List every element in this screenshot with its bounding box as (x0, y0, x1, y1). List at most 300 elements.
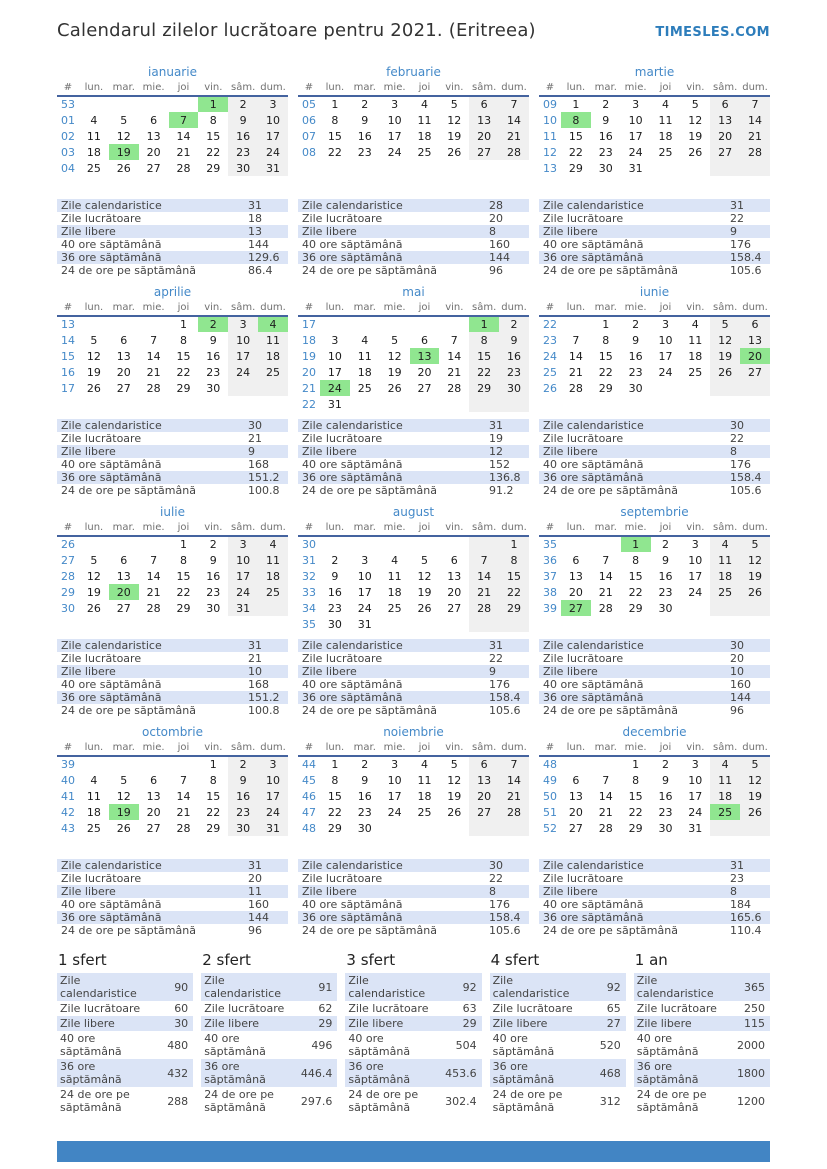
day-cell: 16 (206, 349, 221, 363)
week-row (539, 348, 770, 364)
day-cell: 24 (258, 144, 288, 160)
day-cell: 12 (740, 552, 770, 568)
day-cell: 22 (327, 805, 342, 819)
stat-value: 8 (489, 225, 496, 238)
stat-value: 96 (489, 264, 503, 277)
day-cell (380, 396, 410, 412)
day-header: lun. (79, 301, 109, 316)
week-row (298, 380, 529, 396)
day-cell: 17 (228, 348, 258, 364)
stat-row (539, 484, 770, 497)
stat-row (539, 704, 770, 717)
day-cell: 1 (179, 538, 187, 551)
day-header: sâm. (710, 81, 740, 96)
stat-value: 60 (174, 1002, 189, 1015)
stat-value: 96 (248, 924, 262, 937)
day-cell: 4 (90, 113, 98, 127)
stat-label: Zile calendaristice (543, 419, 644, 432)
day-header: vin. (680, 741, 710, 756)
week-row (539, 584, 770, 600)
day-cell: 28 (598, 821, 613, 835)
month-stats-table (57, 419, 288, 497)
day-header: joi (169, 81, 199, 96)
day-cell: 24 (688, 585, 703, 599)
stat-label: 36 ore săptămână (61, 251, 162, 264)
stat-value: 30 (730, 639, 744, 652)
day-cell: 6 (469, 96, 499, 112)
stat-label: Zile libere (302, 445, 357, 458)
stat-label: Zile calendaristice (543, 859, 644, 872)
month-title: martie (634, 65, 675, 79)
stat-row (345, 973, 481, 1001)
day-cell: 15 (568, 129, 583, 143)
day-cell: 25 (387, 601, 402, 615)
day-header: mie. (380, 741, 410, 756)
day-cell (380, 316, 410, 332)
day-cell: 29 (176, 381, 191, 395)
stat-value: 30 (489, 859, 503, 872)
stat-row (57, 471, 288, 484)
day-header: sâm. (469, 521, 499, 536)
site-logo-link[interactable]: TIMESLES.COM (655, 25, 770, 40)
stat-row (57, 1016, 193, 1031)
day-cell: 10 (387, 773, 402, 787)
stat-row (57, 264, 288, 277)
day-cell: 6 (120, 553, 128, 567)
week-number: 35 (302, 617, 316, 631)
day-cell: 26 (116, 161, 131, 175)
day-cell: 9 (661, 553, 669, 567)
month-stats-table (298, 199, 529, 277)
week-row (57, 160, 288, 176)
stat-row (539, 225, 770, 238)
day-cell: 17 (688, 789, 703, 803)
stat-label: Zile lucrătoare (543, 872, 624, 885)
day-cell: 9 (228, 112, 258, 128)
day-cell: 25 (417, 805, 432, 819)
day-header: dum. (258, 301, 288, 316)
day-cell: 21 (176, 145, 191, 159)
day-header: sâm. (228, 741, 258, 756)
stat-label: Zile libere (61, 885, 116, 898)
stat-value: 9 (489, 665, 496, 678)
month-calendar-table (57, 81, 288, 176)
day-cell (350, 396, 380, 412)
day-cell: 16 (228, 788, 258, 804)
stat-value: 12 (489, 445, 503, 458)
stat-label: 40 ore săptămână (61, 898, 162, 911)
week-row (539, 820, 770, 836)
month-stats-table (57, 639, 288, 717)
stat-value: 144 (730, 691, 751, 704)
day-cell (561, 536, 591, 552)
day-cell: 31 (327, 397, 342, 411)
day-cell: 15 (327, 789, 342, 803)
week-number: 39 (543, 601, 557, 615)
day-cell: 15 (176, 569, 191, 583)
day-header: vin. (198, 301, 228, 316)
stat-row (57, 639, 288, 652)
stat-row (57, 885, 288, 898)
quarter-2-sfert (201, 951, 337, 1115)
day-cell: 3 (228, 316, 258, 332)
month-ianuarie (57, 57, 288, 277)
day-cell (710, 380, 740, 396)
day-cell: 19 (447, 129, 462, 143)
day-cell: 11 (258, 332, 288, 348)
day-cell: 30 (499, 380, 529, 396)
day-cell: 14 (146, 569, 161, 583)
week-row (539, 788, 770, 804)
week-number: 42 (61, 805, 75, 819)
week-number: 36 (543, 553, 557, 567)
stat-row (490, 973, 626, 1001)
day-cell: 29 (206, 821, 221, 835)
month-title: octombrie (142, 725, 203, 739)
stat-value: 28 (489, 199, 503, 212)
stat-label: Zile lucrătoare (348, 1002, 429, 1015)
day-header: mar. (350, 81, 380, 96)
day-header: joi (651, 741, 681, 756)
day-cell: 28 (447, 381, 462, 395)
day-cell: 26 (86, 381, 101, 395)
day-header: lun. (561, 521, 591, 536)
stat-value: 90 (174, 980, 189, 994)
day-cell: 25 (258, 584, 288, 600)
stat-label: 40 ore săptămână (492, 1032, 555, 1058)
day-cell: 13 (568, 789, 583, 803)
day-cell: 21 (598, 805, 613, 819)
day-cell: 24 (387, 805, 402, 819)
day-cell (680, 160, 710, 176)
day-header: mie. (621, 741, 651, 756)
day-cell: 5 (120, 113, 128, 127)
day-header: mie. (139, 301, 169, 316)
week-row (57, 756, 288, 772)
day-cell: 12 (116, 789, 131, 803)
stat-value: 105.6 (489, 924, 521, 937)
quarter-4-sfert (490, 951, 626, 1115)
week-number: 26 (543, 381, 557, 395)
day-cell: 6 (469, 756, 499, 772)
day-header: joi (410, 521, 440, 536)
week-number: 33 (302, 585, 316, 599)
stat-value: 432 (167, 1066, 189, 1080)
week-row (298, 348, 529, 364)
stat-row (298, 251, 529, 264)
stat-row (539, 238, 770, 251)
stat-label: 24 de ore pe săptămână (61, 704, 196, 717)
day-cell: 19 (387, 365, 402, 379)
day-cell: 14 (176, 129, 191, 143)
stat-value: 1800 (736, 1066, 765, 1080)
week-number: 02 (61, 129, 75, 143)
day-cell: 9 (602, 113, 610, 127)
stat-row (57, 484, 288, 497)
day-cell: 11 (710, 772, 740, 788)
day-cell: 18 (86, 805, 101, 819)
day-cell: 7 (602, 773, 610, 787)
day-cell: 27 (469, 804, 499, 820)
week-number: 17 (302, 318, 316, 331)
day-cell: 19 (688, 129, 703, 143)
stat-label: 24 de ore pe săptămână (492, 1088, 563, 1114)
stat-value: 176 (489, 678, 510, 691)
day-cell: 24 (258, 804, 288, 820)
stat-value: 86.4 (248, 264, 273, 277)
day-cell: 27 (417, 381, 432, 395)
holiday-day-cell: 1 (198, 96, 228, 112)
day-cell: 8 (331, 773, 339, 787)
day-cell: 23 (206, 365, 221, 379)
day-header: mar. (350, 741, 380, 756)
day-cell: 3 (632, 98, 640, 111)
stat-row (539, 639, 770, 652)
day-cell: 28 (499, 804, 529, 820)
day-cell: 6 (420, 333, 428, 347)
stat-value: 468 (599, 1066, 621, 1080)
day-cell: 14 (598, 569, 613, 583)
quarter-title: 1 an (634, 951, 668, 969)
week-number: 19 (302, 349, 316, 363)
day-header: dum. (258, 521, 288, 536)
week-number: 30 (61, 601, 75, 615)
week-row (57, 600, 288, 616)
week-number: 16 (61, 365, 75, 379)
day-cell: 5 (90, 553, 98, 567)
week-number: 48 (302, 821, 316, 835)
day-cell: 11 (688, 333, 703, 347)
day-cell: 19 (710, 348, 740, 364)
day-cell: 18 (258, 568, 288, 584)
day-header: sâm. (469, 741, 499, 756)
day-header: joi (651, 81, 681, 96)
month-stats-table (57, 859, 288, 937)
day-header: joi (169, 521, 199, 536)
quarter-stats-table (490, 973, 626, 1115)
day-cell (169, 96, 199, 112)
day-cell: 28 (176, 821, 191, 835)
day-cell: 1 (632, 758, 640, 771)
day-cell: 3 (258, 96, 288, 112)
stat-label: 36 ore săptămână (302, 471, 403, 484)
week-row (57, 380, 288, 396)
quarter-title: 3 sfert (346, 951, 396, 969)
day-header: # (539, 741, 561, 756)
stat-label: 36 ore săptămână (543, 911, 644, 924)
day-cell (439, 316, 469, 332)
day-cell: 4 (691, 318, 699, 331)
week-number: 44 (302, 758, 316, 771)
day-cell: 14 (499, 772, 529, 788)
month-title: mai (402, 285, 425, 299)
week-row (539, 112, 770, 128)
day-cell: 28 (146, 601, 161, 615)
stat-row (298, 458, 529, 471)
week-number: 05 (302, 98, 316, 111)
day-cell: 6 (150, 113, 158, 127)
month-calendar-wrap (539, 301, 770, 413)
stat-label: 40 ore săptămână (348, 1032, 411, 1058)
week-row (298, 112, 529, 128)
stat-row (539, 872, 770, 885)
day-cell: 25 (658, 145, 673, 159)
day-header: lun. (561, 81, 591, 96)
day-cell (109, 316, 139, 332)
stat-label: Zile calendaristice (302, 199, 403, 212)
day-cell: 4 (420, 98, 428, 111)
day-cell: 3 (331, 333, 339, 347)
day-cell: 12 (447, 113, 462, 127)
day-cell: 13 (710, 112, 740, 128)
stat-row (298, 859, 529, 872)
stat-value: 9 (730, 225, 737, 238)
stat-row (298, 484, 529, 497)
day-cell: 23 (658, 805, 673, 819)
day-cell (139, 756, 169, 772)
stat-label: 40 ore săptămână (61, 238, 162, 251)
week-number: 39 (61, 758, 75, 771)
stat-row (298, 691, 529, 704)
month-calendar-table (539, 521, 770, 616)
day-cell (79, 316, 109, 332)
month-calendar-wrap (539, 521, 770, 633)
stat-value: 92 (462, 980, 477, 994)
stat-row (57, 652, 288, 665)
day-cell: 23 (228, 144, 258, 160)
stat-row (298, 678, 529, 691)
day-cell: 8 (469, 332, 499, 348)
day-cell: 25 (710, 584, 740, 600)
week-row (298, 772, 529, 788)
day-cell (740, 820, 770, 836)
day-cell: 3 (228, 536, 258, 552)
day-cell: 30 (206, 601, 221, 615)
day-cell: 11 (86, 789, 101, 803)
stat-row (298, 898, 529, 911)
week-row (298, 396, 529, 412)
day-cell: 28 (469, 600, 499, 616)
day-cell (499, 396, 529, 412)
day-cell: 25 (86, 821, 101, 835)
day-cell (439, 820, 469, 836)
day-header: dum. (499, 741, 529, 756)
day-header: lun. (561, 301, 591, 316)
stat-value: 31 (730, 859, 744, 872)
day-header: sâm. (228, 301, 258, 316)
stat-value: 22 (489, 872, 503, 885)
holiday-day-cell: 19 (109, 804, 139, 820)
day-cell: 27 (146, 821, 161, 835)
day-cell (469, 536, 499, 552)
stat-value: 8 (730, 885, 737, 898)
week-row (539, 380, 770, 396)
day-cell: 9 (361, 773, 369, 787)
stat-label: Zile lucrătoare (543, 212, 624, 225)
month-title: ianuarie (148, 65, 197, 79)
stat-value: 31 (489, 419, 503, 432)
stat-label: 24 de ore pe săptămână (302, 484, 437, 497)
day-header: vin. (439, 741, 469, 756)
week-row (57, 820, 288, 836)
day-cell: 4 (661, 98, 669, 111)
quarter-stats-table (345, 973, 481, 1115)
stat-row (539, 924, 770, 937)
day-cell (109, 756, 139, 772)
day-cell: 23 (206, 585, 221, 599)
day-cell: 11 (658, 113, 673, 127)
day-header: mie. (621, 521, 651, 536)
stat-row (539, 458, 770, 471)
week-number: 45 (302, 773, 316, 787)
stat-row (201, 973, 337, 1001)
week-row (57, 584, 288, 600)
day-header: # (539, 81, 561, 96)
stat-row (298, 471, 529, 484)
day-cell: 3 (391, 98, 399, 111)
day-cell (410, 616, 440, 632)
stat-row (490, 1001, 626, 1016)
stat-label: Zile libere (302, 665, 357, 678)
day-header: dum. (499, 301, 529, 316)
day-cell: 11 (710, 552, 740, 568)
day-cell: 30 (598, 161, 613, 175)
stat-label: Zile libere (61, 445, 116, 458)
week-row (57, 772, 288, 788)
stat-row (57, 859, 288, 872)
stat-label: 24 de ore pe săptămână (543, 264, 678, 277)
stat-row (634, 1031, 770, 1059)
day-cell: 11 (357, 349, 372, 363)
stat-value: 31 (730, 199, 744, 212)
day-header: joi (410, 741, 440, 756)
day-cell (469, 820, 499, 836)
week-number: 03 (61, 145, 75, 159)
day-cell: 8 (179, 553, 187, 567)
day-cell: 15 (327, 129, 342, 143)
day-cell: 5 (90, 333, 98, 347)
day-cell: 14 (740, 112, 770, 128)
footer-bar (57, 1141, 770, 1162)
week-row (298, 332, 529, 348)
stat-value: 168 (248, 678, 269, 691)
stat-value: 11 (248, 885, 262, 898)
month-calendar-wrap (539, 81, 770, 193)
stat-label: 24 de ore pe săptămână (61, 924, 196, 937)
week-number: 09 (543, 98, 557, 111)
stat-value: 13 (248, 225, 262, 238)
stat-value: 23 (730, 872, 744, 885)
day-cell: 26 (86, 601, 101, 615)
stat-value: 100.8 (248, 484, 280, 497)
day-header: joi (410, 81, 440, 96)
day-cell: 1 (179, 318, 187, 331)
stat-label: Zile calendaristice (636, 974, 714, 1000)
day-cell: 25 (258, 364, 288, 380)
month-calendar-table (298, 81, 529, 160)
day-cell: 3 (361, 553, 369, 567)
stat-label: Zile lucrătoare (543, 652, 624, 665)
stat-row (539, 652, 770, 665)
week-row (57, 316, 288, 332)
stat-label: 36 ore săptămână (204, 1060, 266, 1086)
stat-label: Zile lucrătoare (61, 872, 142, 885)
day-cell: 10 (357, 569, 372, 583)
week-row (539, 332, 770, 348)
stat-row (298, 652, 529, 665)
week-row (298, 616, 529, 632)
stat-label: 36 ore săptămână (543, 251, 644, 264)
